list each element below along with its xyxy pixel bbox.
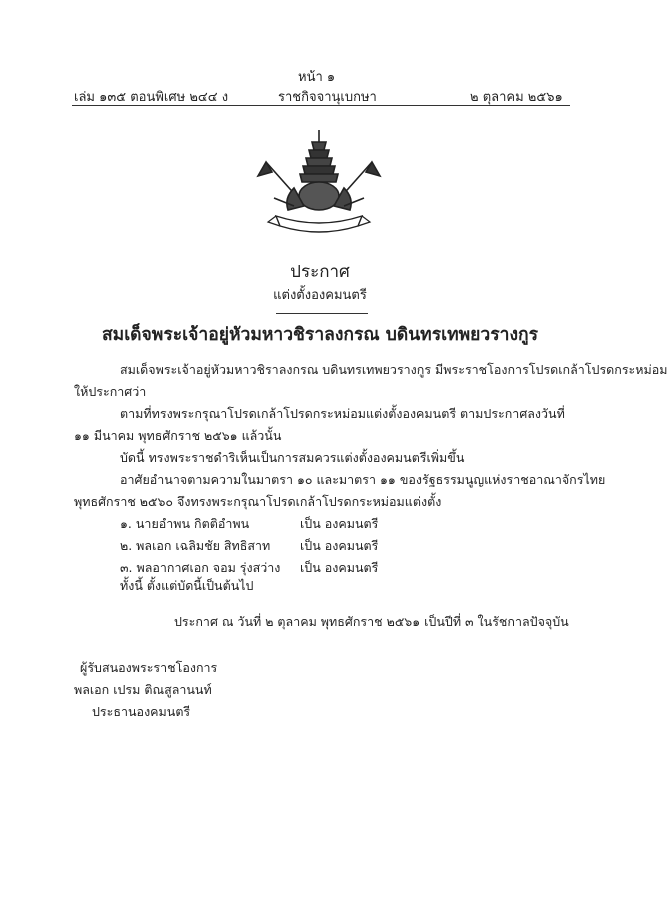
announcement-title: ประกาศ bbox=[290, 262, 350, 282]
paragraph-2-line-2: ๑๑ มีนาคม พุทธศักราช ๒๕๖๑ แล้วนั้น bbox=[74, 428, 282, 443]
gazette-name: ราชกิจจานุเบกษา bbox=[278, 90, 377, 105]
announcement-subtitle: แต่งตั้งองคมนตรี bbox=[273, 288, 367, 303]
appointee-role: เป็น องคมนตรี bbox=[300, 516, 379, 531]
header-rule bbox=[72, 105, 570, 106]
paragraph-1-line-1: สมเด็จพระเจ้าอยู่หัวมหาวชิราลงกรณ บดินทรเทพยวรางกูร มีพระราชโองการโปรดเกล้าโปรดกระหม่อม bbox=[120, 362, 668, 377]
appointee-name: ๒. พลเอก เฉลิมชัย สิทธิสาท bbox=[120, 538, 271, 553]
effective-clause: ทั้งนี้ ตั้งแต่บัดนี้เป็นต้นไป bbox=[120, 578, 254, 593]
signatory-name: พลเอก เปรม ติณสูลานนท์ bbox=[74, 682, 212, 697]
paragraph-3: บัดนี้ ทรงพระราชดำริเห็นเป็นการสมควรแต่งตั้งองคมนตรีเพิ่มขึ้น bbox=[120, 450, 465, 465]
appointee-name: ๑. นายอำพน กิตติอำพน bbox=[120, 516, 250, 531]
king-name-heading: สมเด็จพระเจ้าอยู่หัวมหาวชิราลงกรณ บดินทรเทพยวรางกูร bbox=[101, 325, 539, 345]
title-rule bbox=[276, 313, 368, 314]
announcement-date-line: ประกาศ ณ วันที่ ๒ ตุลาคม พุทธศักราช ๒๕๖๑ เป็นปีที่ ๓ ในรัชกาลปัจจุบัน bbox=[174, 614, 569, 629]
gazette-volume: เล่ม ๑๓๕ ตอนพิเศษ ๒๔๔ ง bbox=[74, 90, 229, 105]
appointee-role: เป็น องคมนตรี bbox=[300, 560, 379, 575]
paragraph-2-line-1: ตามที่ทรงพระกรุณาโปรดเกล้าโปรดกระหม่อมแต่งตั้งองคมนตรี ตามประกาศลงวันที่ bbox=[120, 406, 565, 421]
gazette-date: ๒ ตุลาคม ๒๕๖๑ bbox=[470, 90, 563, 105]
countersign-label: ผู้รับสนองพระราชโองการ bbox=[80, 660, 218, 675]
signatory-title: ประธานองคมนตรี bbox=[92, 704, 191, 719]
paragraph-1-line-2: ให้ประกาศว่า bbox=[74, 384, 147, 399]
royal-garuda-emblem-icon bbox=[254, 128, 384, 234]
appointee-role: เป็น องคมนตรี bbox=[300, 538, 379, 553]
appointee-name: ๓. พลอากาศเอก จอม รุ่งสว่าง bbox=[120, 560, 281, 575]
page-number: หน้า ๑ bbox=[298, 70, 336, 85]
paragraph-4-line-2: พุทธศักราช ๒๕๖๐ จึงทรงพระกรุณาโปรดเกล้าโปรดกระหม่อมแต่งตั้ง bbox=[74, 494, 442, 509]
paragraph-4-line-1: อาศัยอำนาจตามความในมาตรา ๑๐ และมาตรา ๑๑ ของรัฐธรรมนูญแห่งราชอาณาจักรไทย bbox=[120, 472, 606, 487]
